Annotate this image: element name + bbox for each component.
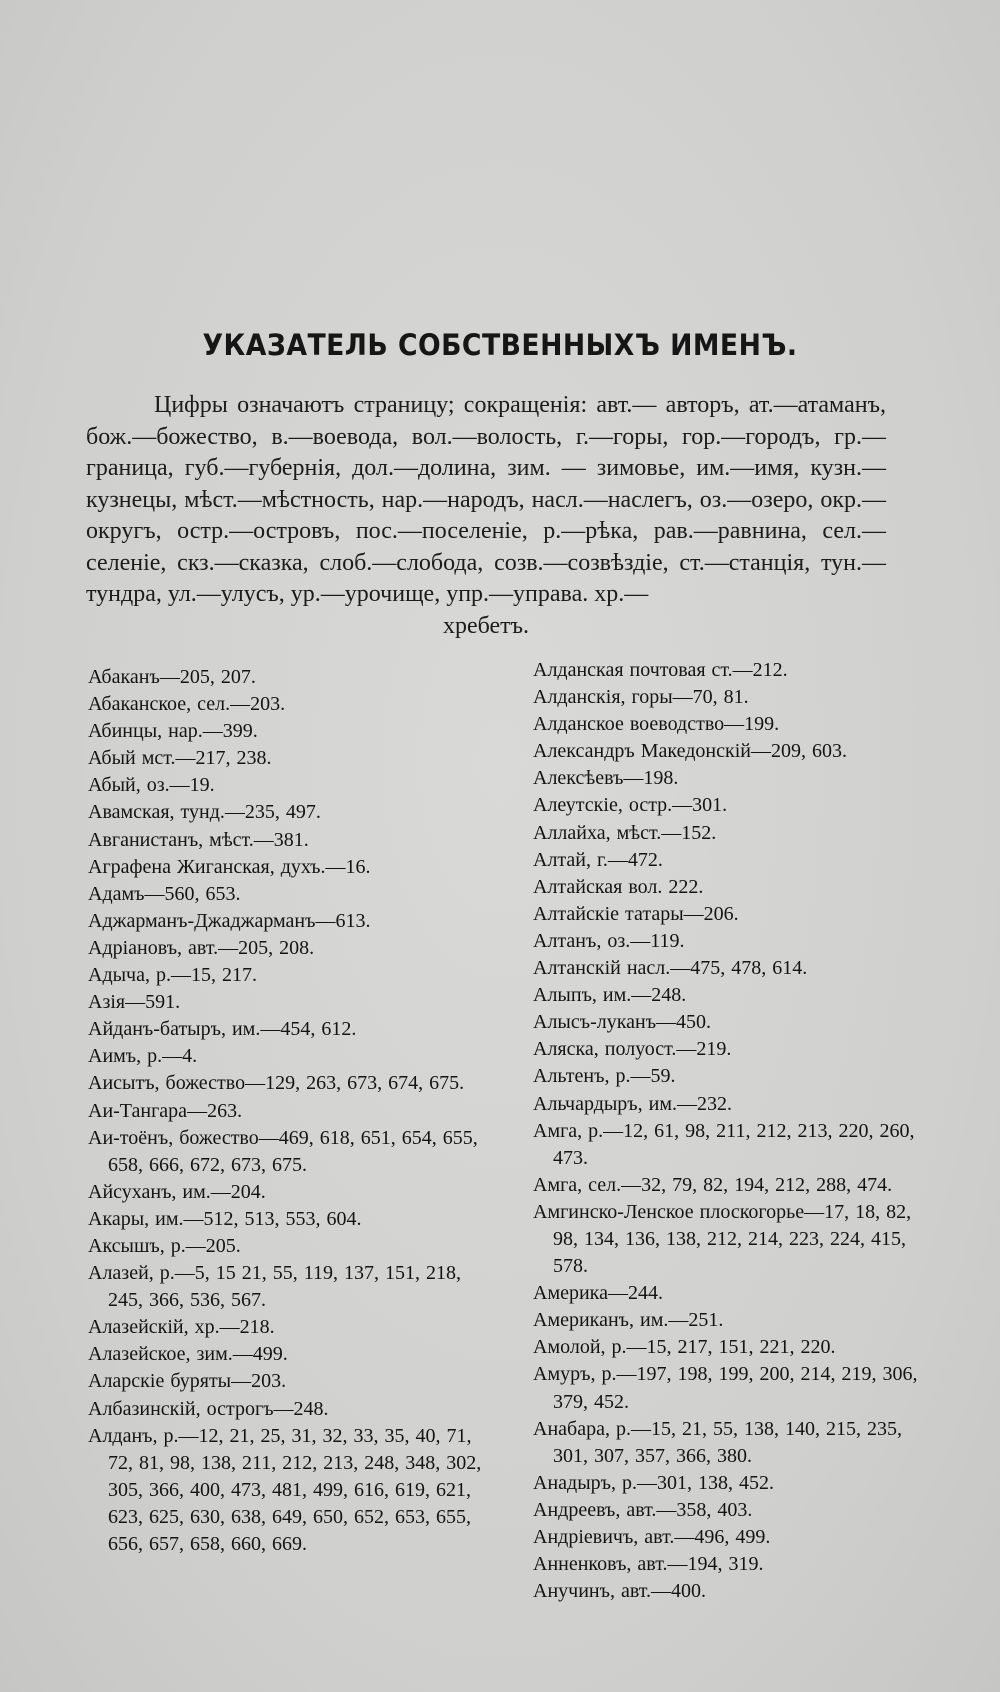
page-title: УКАЗАТЕЛЬ СОБСТВЕННЫХЪ ИМЕНЪ.	[202, 328, 798, 362]
index-entry: Алданъ, р.—12, 21, 25, 31, 32, 33, 35, 40, 71, 72, 81, 98, 138, 211, 212, 213, 248, 348, 302, 305, 366, 400, 473, 481, 499, 616, 619, 621, 623, 625, 630, 638, 649, 650, 652, 653, 655, 656, 657, 658, 660, 669.	[88, 1424, 482, 1555]
index-entry: Анадыръ, р.—301, 138, 452.	[533, 1471, 774, 1494]
index-entry: Адамъ—560, 653.	[88, 882, 241, 905]
index-entry: Андріевичъ, авт.—496, 499.	[533, 1526, 771, 1548]
index-entry: Абаканъ—205, 207.	[88, 666, 256, 688]
index-entry: Алданская почтовая ст.—212.	[533, 659, 788, 681]
index-entry: Албазинскій, острогъ—248.	[88, 1397, 329, 1420]
index-entry: Алтайская вол. 222.	[533, 875, 704, 898]
index-entry: Алтай, г.—472.	[533, 848, 663, 871]
index-entry: Абаканское, сел.—203.	[88, 693, 286, 716]
index-entry: Акары, им.—512, 513, 553, 604.	[88, 1207, 362, 1230]
index-entry: Алтанскій насл.—475, 478, 614.	[533, 957, 808, 980]
index-entry: Алазейское, зим.—499.	[88, 1343, 288, 1366]
index-entry: Аксышъ, р.—205.	[88, 1234, 241, 1257]
index-entry: Анучинъ, авт.—400.	[533, 1580, 707, 1603]
index-entry: Абинцы, нар.—399.	[88, 720, 258, 743]
abbreviations-intro	[86, 390, 886, 642]
index-entry: Авамская, тунд.—235, 497.	[88, 801, 321, 824]
index-entry: Алазей, р.—5, 15 21, 55, 119, 137, 151, 218, 245, 366, 536, 567.	[88, 1262, 462, 1312]
index-entry: Аджарманъ-Джаджарманъ—613.	[88, 909, 371, 932]
index-entry: Абый, оз.—19.	[88, 774, 215, 797]
index-entry: Айсуханъ, им.—204.	[88, 1180, 266, 1203]
index-entry: Абый мст.—217, 238.	[88, 747, 272, 770]
index-entry: Андреевъ, авт.—358, 403.	[533, 1498, 753, 1521]
index-entry: Амга, сел.—32, 79, 82, 194, 212, 288, 474.	[533, 1173, 893, 1196]
index-entry: Аи-тоёнъ, божество—469, 618, 651, 654, 655, 658, 666, 672, 673, 675.	[88, 1126, 478, 1176]
index-entry: Аляска, полуост.—219.	[533, 1038, 732, 1061]
index-entry: Алыпъ, им.—248.	[533, 984, 687, 1007]
index-entry: Амолой, р.—15, 217, 151, 221, 220.	[533, 1336, 836, 1359]
index-entry: Америка—244.	[533, 1282, 663, 1305]
index-entry: Алексѣевъ—198.	[533, 767, 679, 790]
index-entry: Азія—591.	[88, 991, 181, 1014]
index-entry: Аи-Тангара—263.	[88, 1099, 243, 1122]
index-entry: Американъ, им.—251.	[533, 1309, 724, 1332]
index-entry: Амуръ, р.—197, 198, 199, 200, 214, 219, 306, 379, 452.	[533, 1363, 918, 1413]
index-entry: Александръ Македонскій—209, 603.	[533, 740, 847, 763]
index-entry: Амгинско-Ленское плоскогорье—17, 18, 82, 98, 134, 136, 138, 212, 214, 223, 224, 415, 578.	[533, 1200, 912, 1278]
index-entry: Авганистанъ, мѣст.—381.	[88, 828, 309, 851]
index-entry: Адріановъ, авт.—205, 208.	[88, 936, 315, 959]
index-left-column	[88, 664, 490, 1558]
index-right-column	[533, 657, 933, 1605]
index-entry: Аларскіе буряты—203.	[88, 1370, 287, 1393]
index-entry: Анненковъ, авт.—194, 319.	[533, 1553, 764, 1576]
index-entry: Айданъ-батыръ, им.—454, 612.	[88, 1018, 357, 1041]
abbreviations-paragraph: Цифры означаютъ страницу; сокращенія: авт.— авторъ, ат.—атаманъ, бож.—божество, в.—воевода, вол.—волость, г.—горы, гор.—городъ, гр.—граница, губ.—губернія, дол.—долина, зим. — зимовье, им.—имя, кузн.—кузнецы, мѣст.—мѣстность, нар.—народъ, насл.—наслегъ, оз.—озеро, окр.—округъ, остр.—островъ, пос.—поселеніе, р.—рѣка, рав.—равнина, сел.—селеніе, скз.—сказка, слоб.—слобода, созв.—созвѣздіе, ст.—станція, тун.—тундра, ул.—улусъ, ур.—урочище, упр.—управа. хр.—	[86, 392, 886, 607]
index-entry: Анабара, р.—15, 21, 55, 138, 140, 215, 235, 301, 307, 357, 366, 380.	[533, 1417, 902, 1467]
index-entry: Алтайскіе татары—206.	[533, 902, 739, 925]
index-entry: Алтанъ, оз.—119.	[533, 929, 685, 952]
abbreviations-paragraph-end: хребетъ.	[442, 612, 530, 639]
index-entry: Алданскія, горы—70, 81.	[533, 686, 749, 709]
index-entry: Адыча, р.—15, 217.	[88, 964, 257, 987]
index-entry: Аллайха, мѣст.—152.	[533, 821, 717, 844]
index-entry: Алысъ-луканъ—450.	[533, 1011, 712, 1034]
index-entry: Алазейскій, хр.—218.	[88, 1316, 275, 1339]
index-entry: Альтенъ, р.—59.	[533, 1065, 676, 1088]
index-entry: Аграфена Жиганская, духъ.—16.	[88, 855, 371, 878]
index-entry: Аисытъ, божество—129, 263, 673, 674, 675.	[88, 1072, 465, 1095]
index-entry: Амга, р.—12, 61, 98, 211, 212, 213, 220, 260, 473.	[533, 1119, 915, 1169]
index-entry: Альчардыръ, им.—232.	[533, 1092, 733, 1115]
index-entry: Алеутскіе, остр.—301.	[533, 794, 728, 817]
index-entry: Аимъ, р.—4.	[88, 1045, 198, 1068]
index-entry: Алданское воеводство—199.	[533, 713, 780, 736]
